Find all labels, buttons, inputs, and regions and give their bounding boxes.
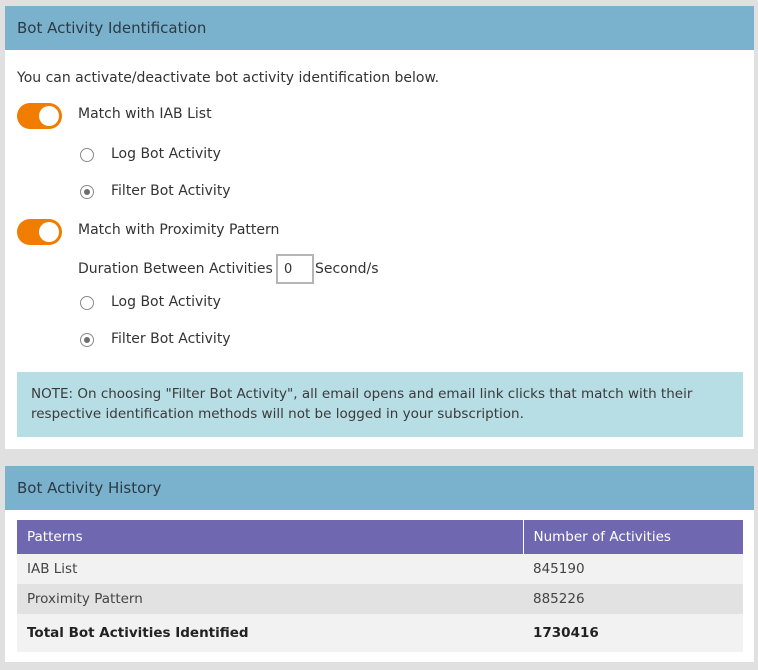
toggle-knob [39,222,59,242]
intro-text: You can activate/deactivate bot activity identification below. [17,70,440,86]
radio-button[interactable] [80,296,94,310]
bot-identification-panel [5,6,754,449]
proximity-toggle-label: Match with Proximity Pattern [78,222,280,238]
iab-toggle-label: Match with IAB List [78,106,212,122]
pattern-cell: Proximity Pattern [17,584,523,614]
iab-toggle[interactable] [17,103,62,129]
radio-button-checked[interactable] [80,185,94,199]
count-cell: 845190 [523,554,743,584]
column-header-patterns: Patterns [17,520,523,554]
duration-input[interactable] [276,254,314,284]
total-label: Total Bot Activities Identified [17,614,523,652]
duration-unit: Second/s [315,261,379,277]
bot-history-panel [5,466,754,662]
radio-label: Log Bot Activity [111,146,221,162]
history-table [17,520,743,652]
table-row [17,584,743,614]
radio-label: Filter Bot Activity [111,331,231,347]
radio-button[interactable] [80,148,94,162]
panel-title: Bot Activity History [5,466,754,510]
total-value: 1730416 [523,614,743,652]
panel-title: Bot Activity Identification [5,6,754,50]
note-box: NOTE: On choosing "Filter Bot Activity", all email opens and email link clicks that match with their respective identification methods will not be logged in your subscription. [17,372,743,437]
table-header-row [17,520,743,554]
radio-label: Log Bot Activity [111,294,221,310]
pattern-cell: IAB List [17,554,523,584]
count-cell: 885226 [523,584,743,614]
table-row [17,554,743,584]
radio-label: Filter Bot Activity [111,183,231,199]
duration-label: Duration Between Activities [78,261,273,277]
radio-button-checked[interactable] [80,333,94,347]
column-header-activities: Number of Activities [523,520,743,554]
total-row [17,614,743,652]
toggle-knob [39,106,59,126]
proximity-toggle[interactable] [17,219,62,245]
